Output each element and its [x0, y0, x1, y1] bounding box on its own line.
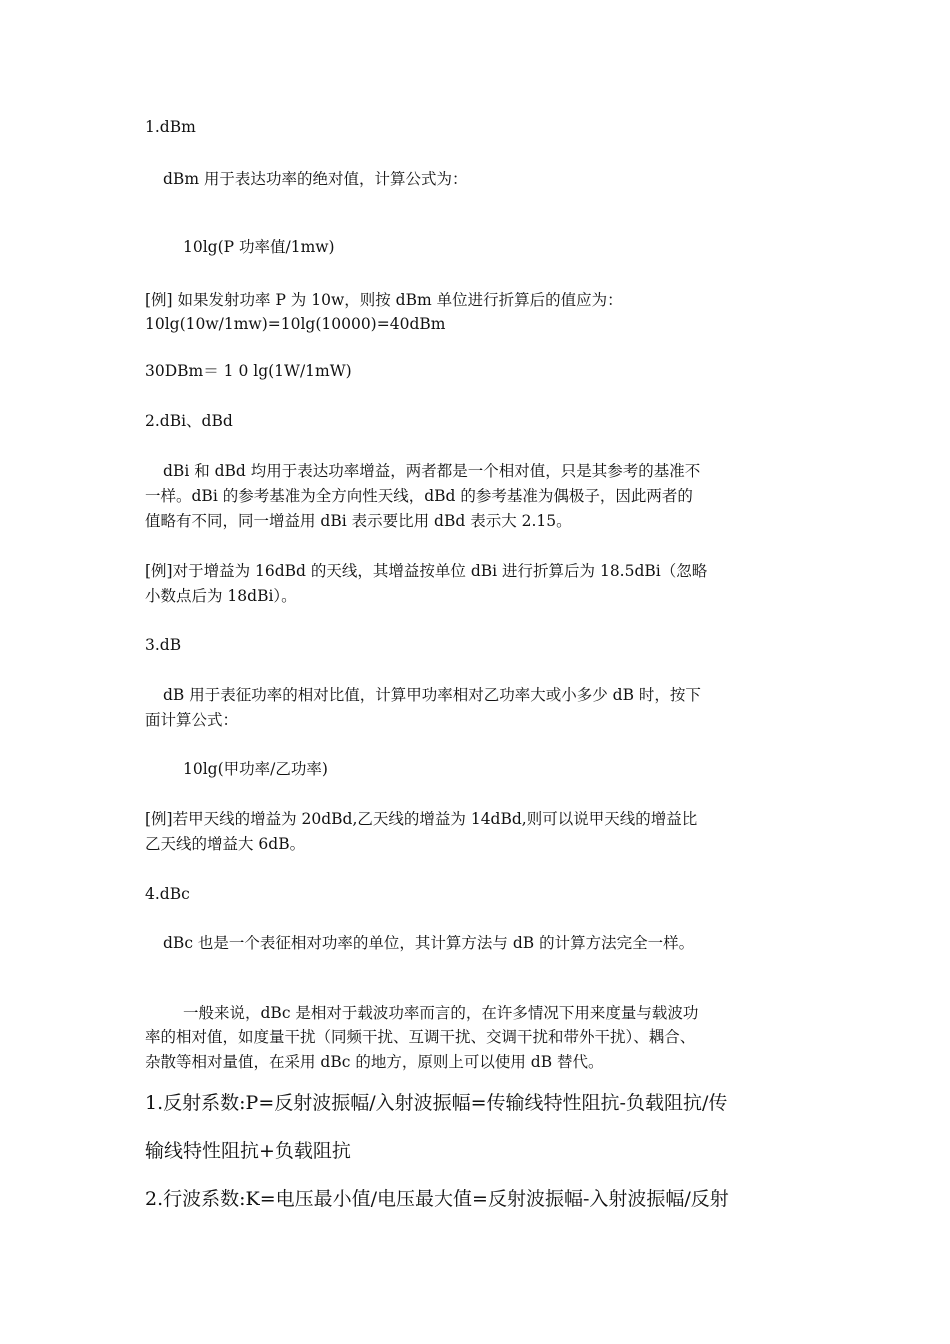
example-line: 乙天线的增益大 6dB。: [145, 835, 306, 853]
formula-line: 30DBm＝ 1 0 lg(1W/1mW): [145, 362, 352, 380]
paragraph-line: 值略有不同，同一增益用 dBi 表示要比用 dBd 表示大 2.15。: [145, 512, 572, 530]
heading-dbc: 4.dBc: [145, 885, 190, 903]
example-line: [例]对于增益为 16dBd 的天线，其增益按单位 dBi 进行折算后为 18.5dBi（忽略: [145, 562, 708, 580]
paragraph-line: dBm 用于表达功率的绝对值，计算公式为：: [163, 170, 468, 188]
reflection-coefficient-line: 1.反射系数:P=反射波振幅/入射波振幅=传输线特性阻抗-负载阻抗/传: [145, 1092, 728, 1114]
paragraph-line: 一样。dBi 的参考基准为全方向性天线，dBd 的参考基准为偶极子，因此两者的: [145, 487, 693, 505]
paragraph-line: dBi 和 dBd 均用于表达功率增益，两者都是一个相对值，只是其参考的基准不: [163, 462, 701, 480]
paragraph-line: 杂散等相对量值，在采用 dBc 的地方，原则上可以使用 dB 替代。: [145, 1053, 604, 1071]
paragraph-line: 一般来说，dBc 是相对于载波功率而言的，在许多情况下用来度量与载波功: [183, 1004, 699, 1022]
example-line: [例] 如果发射功率 P 为 10w，则按 dBm 单位进行折算后的值应为：: [145, 291, 623, 309]
formula-line: 10lg(10w/1mw)=10lg(10000)=40dBm: [145, 315, 446, 333]
example-line: [例]若甲天线的增益为 20dBd,乙天线的增益为 14dBd,则可以说甲天线的增益比: [145, 810, 698, 828]
paragraph-line: 面计算公式：: [145, 711, 239, 729]
reflection-coefficient-line: 输线特性阻抗+负载阻抗: [145, 1140, 351, 1162]
heading-dbm: 1.dBm: [145, 118, 196, 136]
paragraph-line: dB 用于表征功率的相对比值，计算甲功率相对乙功率大或小多少 dB 时，按下: [163, 686, 701, 704]
paragraph-line: 率的相对值，如度量干扰（同频干扰、互调干扰、交调干扰和带外干扰）、耦合、: [145, 1028, 696, 1046]
heading-db: 3.dB: [145, 636, 182, 654]
traveling-wave-coefficient-line: 2.行波系数:K=电压最小值/电压最大值=反射波振幅-入射波振幅/反射: [145, 1188, 729, 1210]
formula-line: 10lg(甲功率/乙功率): [183, 760, 328, 778]
paragraph-line: dBc 也是一个表征相对功率的单位，其计算方法与 dB 的计算方法完全一样。: [163, 934, 695, 952]
heading-dbi-dbd: 2.dBi、dBd: [145, 412, 233, 430]
formula-line: 10lg(P 功率值/1mw): [183, 238, 335, 256]
example-line: 小数点后为 18dBi）。: [145, 587, 297, 605]
